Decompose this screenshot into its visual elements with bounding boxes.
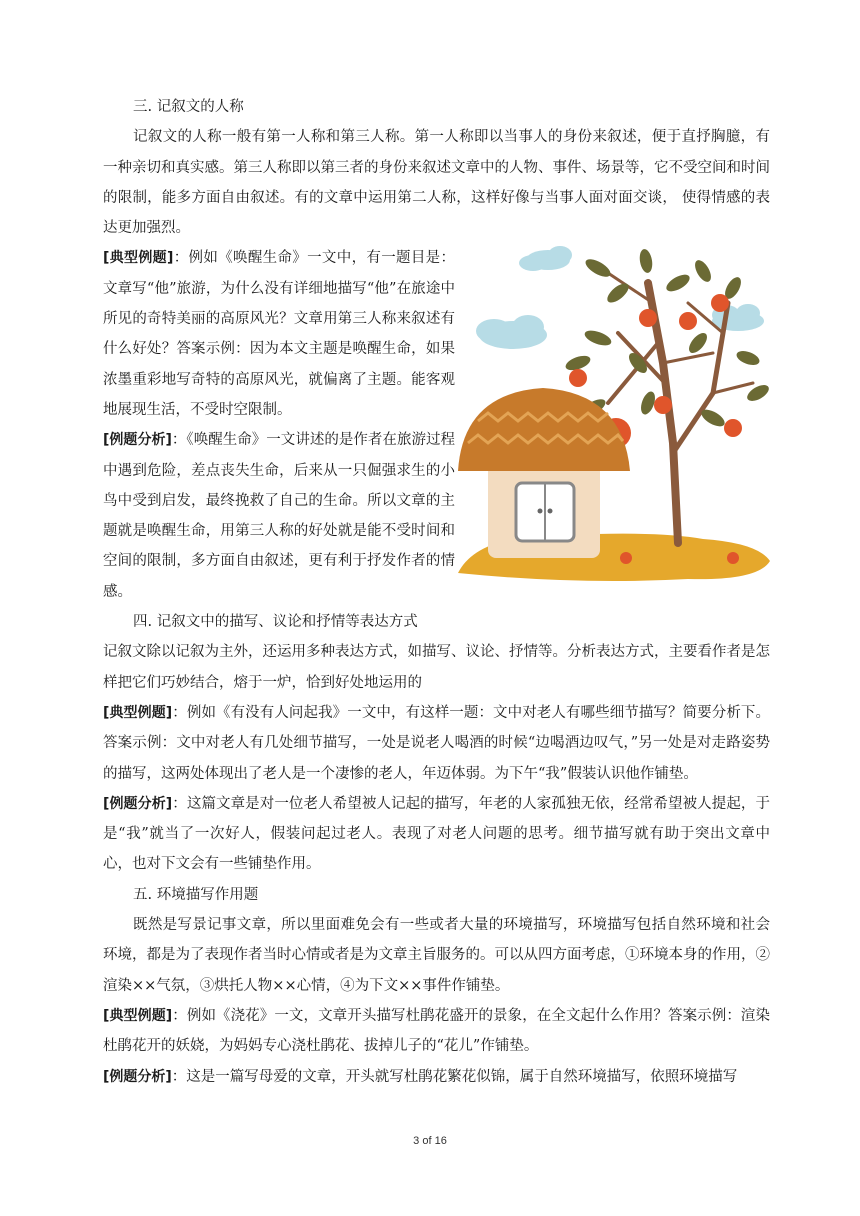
analysis-text: ：这篇文章是对一位老人希望被人记起的描写，年老的人家孤独无依，经常希望被人提起，于是“我”就当了一次好人，假装问起过老人。表现了对老人问题的思考。细节描写就有助于突出文章中心，也对下文会有一些铺垫作用。 [103,795,771,873]
section4-example [103,698,770,789]
section5-paragraph: 既然是写景记事文章，所以里面难免会有一些或者大量的环境描写，环境描写包括自然环境和社会环境，都是为了表现作者当时心情或者是为文章主旨服务的。可以从四方面考虑，①环境本身的作用，②渲染××气氛，③烘托人物××心情，④为下文××事件作铺垫。 [103,917,770,994]
section5-example [103,1001,770,1062]
section3-analysis [103,425,455,607]
analysis-tag: [例题分析] [103,795,173,812]
section5-heading: 五. 环境描写作用题 [133,886,259,903]
example-tag: [典型例题] [103,250,174,267]
analysis-text: ：这是一篇写母爱的文章，开头就写杜鹃花繁花似锦，属于自然环境描写，依照环境描写 [171,1068,738,1085]
analysis-text: ：《唤醒生命》一文讲述的是作者在旅游过程中遇到危险，差点丧失生命，后来从一只倔强求生的小鸟中受到启发，最终挽救了自己的生命。所以文章的主题就是唤醒生命，用第三人称的好处就是能不受时间和空间的限制，多方面自由叙述，更有利于抒发作者的情感。 [103,432,456,600]
section4-heading: 四. 记叙文中的描写、议论和抒情等表达方式 [133,614,418,631]
page-content [103,92,770,1092]
page-number: 3 of 16 [413,1135,447,1147]
tree-house-illustration [458,243,770,593]
analysis-tag: [例题分析] [103,1068,172,1085]
example-tag: [典型例题] [103,1007,173,1024]
section3-heading: 三. 记叙文的人称 [133,99,244,115]
example-text: ：例如《有没有人问起我》一文中，有这样一题：文中对老人有哪些细节描写？简要分析下。答案示例：文中对老人有几处细节描写，一处是说老人喝酒的时候“边喝酒边叹气，”另一处是对走路姿势的描写，这两处体现出了老人是一个凄惨的老人，年迈体弱。为下午“我”假装认识他作铺垫。 [103,704,771,782]
section4-analysis [103,789,770,880]
section3-example-block [103,243,770,607]
section3-example [103,243,455,425]
example-text: ：例如《唤醒生命》一文中，有一题目是：文章写“他”旅游，为什么没有详细地描写“他”在旅途中所见的奇特美丽的高原风光？文章用第三人称来叙述有什么好处？答案示例：因为本文主题是唤醒生命，如果浓墨重彩地写奇特的高原风光，就偏离了主题。能客观地展现生活，不受时空限制。 [103,250,456,418]
analysis-tag: [例题分析] [103,432,172,449]
example-text: ：例如《浇花》一文，文章开头描写杜鹃花盛开的景象，在全文起什么作用？答案示例：渲染杜鹃花开的妖娆，为妈妈专心浇杜鹃花、拔掉儿子的“花儿”作铺垫。 [103,1007,771,1055]
example-tag: [典型例题] [103,704,173,721]
section5-analysis [103,1062,770,1092]
section3-paragraph: 记叙文的人称一般有第一人称和第三人称。第一人称即以当事人的身份来叙述，便于直抒胸臆，有一种亲切和真实感。第三人称即以第三者的身份来叙述文章中的人物、事件、场景等，它不受空间和时间的限制，能多方面自由叙述。有的文章中运用第二人称，这样好像与当事人面对面交谈， 使得情感的表达更加强烈。 [103,129,770,237]
section4-paragraph: 记叙文除以记叙为主外，还运用多种表达方式，如描写、议论、抒情等。分析表达方式，主要看作者是怎样把它们巧妙结合，熔于一炉，恰到好处地运用的 [103,644,770,691]
